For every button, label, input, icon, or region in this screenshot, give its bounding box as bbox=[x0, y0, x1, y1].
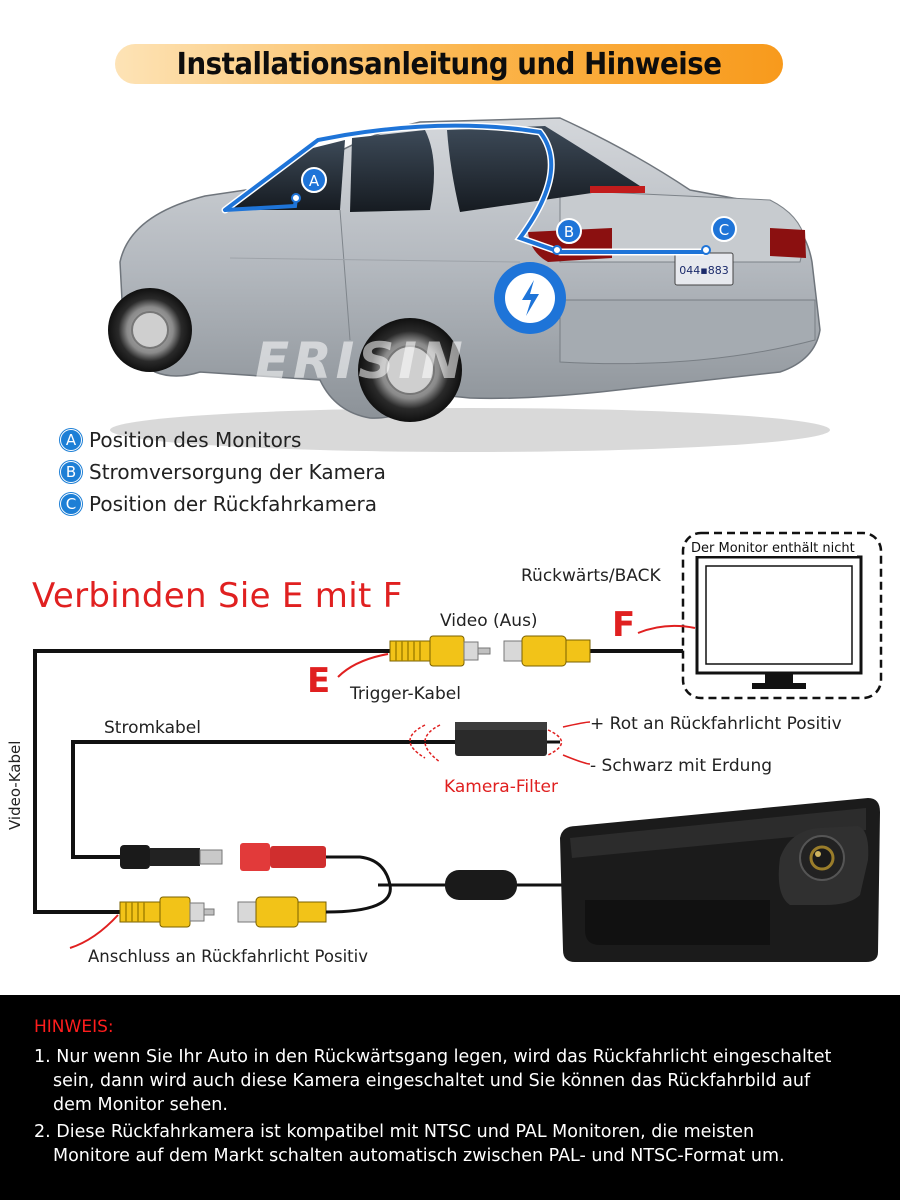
camera-filter-label: Kamera-Filter bbox=[444, 777, 558, 797]
note-item-1 bbox=[34, 1045, 884, 1117]
legend-item-b bbox=[60, 460, 386, 484]
rca-socket-f bbox=[504, 636, 590, 666]
legend-item-a bbox=[60, 428, 301, 452]
letter-f: F bbox=[612, 605, 636, 645]
video-out-label: Video (Aus) bbox=[440, 611, 538, 631]
legend-badge-a: A bbox=[60, 429, 82, 451]
camera-filter-box bbox=[455, 722, 547, 756]
license-plate: 044▪883 bbox=[679, 264, 729, 277]
monitor-dashed-outline bbox=[683, 533, 881, 698]
car-illustration bbox=[0, 0, 900, 470]
note-number-2: 2. bbox=[34, 1122, 51, 1142]
watermark-text: ERISIN bbox=[255, 332, 467, 390]
power-lightning-icon bbox=[494, 262, 566, 334]
black-ground-label: - Schwarz mit Erdung bbox=[590, 756, 773, 776]
rca-plug-e bbox=[390, 636, 490, 666]
svg-text:A: A bbox=[308, 172, 320, 190]
dc-power-socket bbox=[240, 843, 326, 871]
connect-headline: Verbinden Sie E mit F bbox=[32, 576, 403, 616]
notes-panel bbox=[0, 995, 900, 1200]
note-1-line-3: dem Monitor sehen. bbox=[53, 1095, 228, 1115]
red-positive-label: + Rot an Rückfahrlicht Positiv bbox=[590, 714, 842, 734]
trigger-cable-label: Trigger-Kabel bbox=[350, 684, 461, 704]
note-2-line-1: Diese Rückfahrkamera ist kompatibel mit NTSC und PAL Monitoren, die meisten bbox=[56, 1122, 755, 1142]
dc-power-plug bbox=[120, 845, 222, 869]
svg-text:B: B bbox=[563, 223, 575, 241]
note-number-1: 1. bbox=[34, 1047, 51, 1067]
cable-ferrite bbox=[445, 870, 517, 900]
reverse-label: Rückwärts/BACK bbox=[521, 566, 661, 586]
legend-text-b: Stromversorgung der Kamera bbox=[89, 460, 386, 484]
rear-camera-handle bbox=[560, 798, 880, 962]
page-title-text: Installationsanleitung und Hinweise bbox=[176, 46, 722, 82]
note-2-line-2: Monitore auf dem Markt schalten automatisch zwischen PAL- und NTSC-Format um. bbox=[53, 1146, 785, 1166]
monitor-note: Der Monitor enthält nicht bbox=[691, 541, 855, 556]
legend-text-c: Position der Rückfahrkamera bbox=[89, 492, 378, 516]
reverse-light-connection-label: Anschluss an Rückfahrlicht Positiv bbox=[88, 947, 369, 966]
note-1-line-2: sein, dann wird auch diese Kamera eingeschaltet und Sie können das Rückfahrbild auf bbox=[53, 1071, 811, 1091]
video-cable-label: Video-Kabel bbox=[6, 740, 24, 830]
legend-badge-c: C bbox=[60, 493, 82, 515]
legend-text-a: Position des Monitors bbox=[89, 428, 302, 452]
marker-c bbox=[712, 217, 736, 241]
legend-item-c bbox=[60, 492, 377, 516]
notes-heading: HINWEIS: bbox=[34, 1017, 114, 1037]
monitor-icon bbox=[697, 557, 861, 689]
note-item-2 bbox=[34, 1120, 884, 1168]
letter-e: E bbox=[307, 661, 331, 701]
marker-a bbox=[302, 168, 326, 192]
svg-text:C: C bbox=[718, 221, 730, 239]
rca-plug-video bbox=[120, 897, 214, 927]
note-1-line-1: Nur wenn Sie Ihr Auto in den Rückwärtsgang legen, wird das Rückfahrlicht eingeschaltet bbox=[56, 1047, 832, 1067]
legend-badge-b: B bbox=[60, 461, 82, 483]
rca-socket-video bbox=[238, 897, 326, 927]
power-cable-label: Stromkabel bbox=[104, 718, 201, 738]
marker-b bbox=[557, 219, 581, 243]
